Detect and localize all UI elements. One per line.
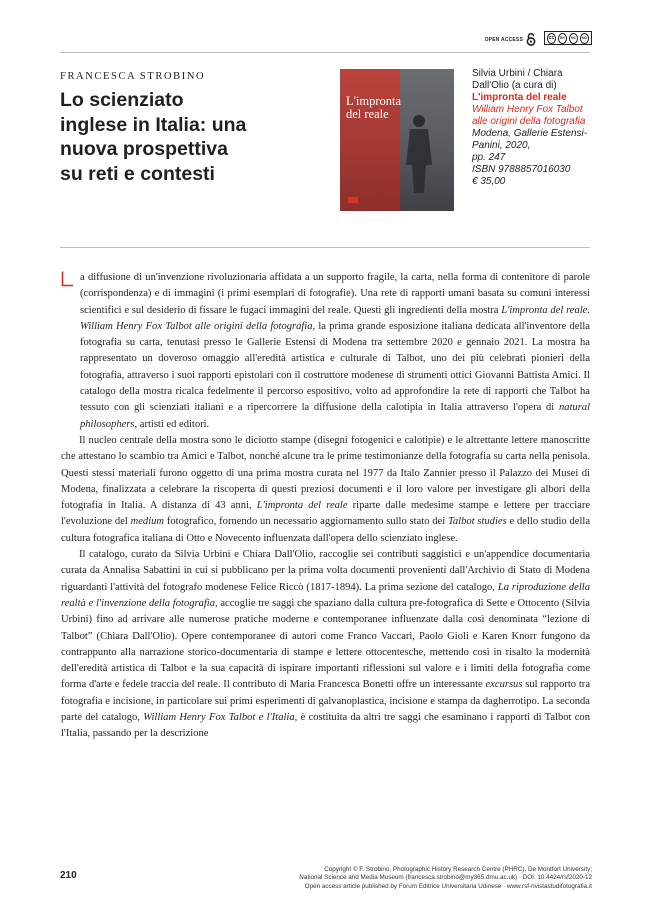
book-editors: Silvia Urbini / Chiara Dall'Olio (a cura di) <box>472 68 563 91</box>
cc-nd-icon: ND <box>580 33 589 44</box>
book-subtitle: William Henry Fox Talbot alle origini della fotografia <box>472 104 586 127</box>
review-title: Lo scienziato inglese in Italia: una nuova prospettiva su reti e contesti <box>60 89 247 185</box>
copyright-footer <box>172 866 592 891</box>
paragraph-1: a diffusione di un'invenzione rivoluzionaria affidata a un supporto fragile, la carta, nella forma di contenitore di parole (corrispondenza) e di immagini (i primi esemplari di fotografie). Una rete di rapporti umani basata su comuni interessi scientifici e sul desiderio di fissare le fugaci immagini del reale. Questi gli ingredienti della mostra L'impronta del reale. William Henry Fox Talbot alle origini della fotografia, la prima grande esposizione italiana dedicata all'inventore della fotografia su carta, tenutasi presso le Gallerie Estensi di Modena tra settembre 2020 e gennaio 2021. La mostra ha rappresentato un doveroso omaggio all'eredità artistica e culturale di Talbot, uno dei più celebrati pionieri della fotografia, attraverso i suoi rapporti epistolari con il costruttore modenese di strumenti ottici Giovanni Battista Amici. Il catalogo della mostra ricalca fedelmente il percorso espositivo, volto ad approfondire la rete di rapporti che Talbot ha tessuto con gli scienziati italiani e a ripercorrere la diffusione della calotipia in Italia attraverso l'opera di natural philosophers, artisti ed editori. <box>80 272 590 430</box>
page-number: 210 <box>60 870 77 881</box>
cover-figure-silhouette <box>402 113 436 193</box>
book-pages: pp. 247 <box>472 152 506 163</box>
cc-by-icon: BY <box>558 33 567 44</box>
publisher-logo <box>348 197 358 203</box>
paragraph-2: Il nucleo centrale della mostra sono le diciotto stampe (disegni fotogenici e calotipie) e le altrettante lettere manoscritte che attestano lo scambio tra Amici e Talbot, nonché alcune tra le prime testimonianze della fotografia su carta nella penisola. Questi stessi materiali furono oggetto di una prima mostra curata nel 1977 da Italo Zannier presso il Palazzo dei Musei di Modena, finalizzata a celebrare la riscoperta di questi preziosi documenti e il loro valore per investigare gli albori della fotografia in Italia. A distanza di 43 anni, L'impronta del reale riparte dalle medesime stampe e lettere per tracciare l'evoluzione del medium fotografico, fornendo un necessario aggiornamento sullo stato dei Talbot studies e dello studio della cultura fotografica italiana di Otto e Novecento influenzata dall'opera dello scienziato inglese. <box>61 434 591 544</box>
open-access-badge <box>485 33 536 46</box>
header-divider <box>60 247 590 248</box>
creative-commons-license-badge[interactable] <box>544 31 592 45</box>
footer-line-3: Open access article published by Forum Editrice Universitaria Udinese · www.rsf-rivistastudifotografia.it <box>304 882 592 890</box>
book-publication-info <box>472 128 592 188</box>
cc-logo-icon: cc <box>547 33 556 44</box>
paragraph-3: Il catalogo, curato da Silvia Urbini e Chiara Dall'Olio, raccoglie sei contributi saggistici e un'appendice documentaria curata da Annalisa Sabattini in cui si pubblicano per la prima volta documenti provenienti dall'Archivio di Stato di Modena riguardanti l'attività del fotografo modenese Felice Riccò (1817-1894). La prima sezione del catalogo, La riproduzione della realtà e l'invenzione della fotografia, accoglie tre saggi che spaziano dalla cultura pre-fotografica di Sette e Ottocento (Silvia Urbini) fino ad arrivare alle numerose pratiche moderne e contemporanee influenzate dalla così denominata “lezione di Talbot” (Chiara Dall'Olio). Opere contemporanee di autori come Franco Vaccari, Paolo Gioli e Karen Knorr fungono da contrappunto alla narrazione storico-documentaria di stampe e lettere ottocentesche, mettendo così in risalto la modernità dell'eredità artistica di Talbot e la sua capacità di ispirare importanti riflessioni sul valore e i limiti della fotografia come forma d'arte e fedele traccia del reale. Il contributo di Maria Francesca Bonetti offre un interessante excursus sul rapporto tra fotografia e incisione, in particolare sui primi esperimenti di galvanoplastica, incisione e stampa da dagherrotipo. La seconda parte del catalogo, William Henry Fox Talbot e l'Italia, è costituita da altri tre saggi che esaminano i rapporti di Talbot con l'Italia, passando per la descrizione <box>61 549 590 740</box>
cover-title: L'impronta del reale <box>346 94 402 121</box>
review-body <box>61 270 590 743</box>
footer-line-2: National Science and Media Museum (francesca.strobino@my365.dmu.ac.uk) · DOI: 10.4424/rsf2020-12 <box>299 874 592 882</box>
book-cover-image <box>340 69 454 211</box>
review-author: FRANCESCA STROBINO <box>60 71 206 82</box>
book-details <box>472 68 592 188</box>
drop-cap-l-icon <box>61 271 74 287</box>
book-publisher: Modena, Gallerie Estensi-Panini, 2020, <box>472 128 588 151</box>
top-divider <box>60 52 590 53</box>
footer-line-1: Copyright © F. Strobino, Photographic History Research Centre (PHRC), De Montfort University; <box>324 866 592 873</box>
book-title: L'impronta del reale <box>472 92 567 103</box>
book-price: € 35,00 <box>472 176 506 187</box>
cc-nc-icon: NC <box>569 33 578 44</box>
open-access-lock-icon <box>526 33 536 46</box>
book-isbn: ISBN 9788857016030 <box>472 164 571 175</box>
open-access-label: OPEN ACCESS <box>484 36 523 43</box>
cover-red-panel <box>340 69 400 211</box>
